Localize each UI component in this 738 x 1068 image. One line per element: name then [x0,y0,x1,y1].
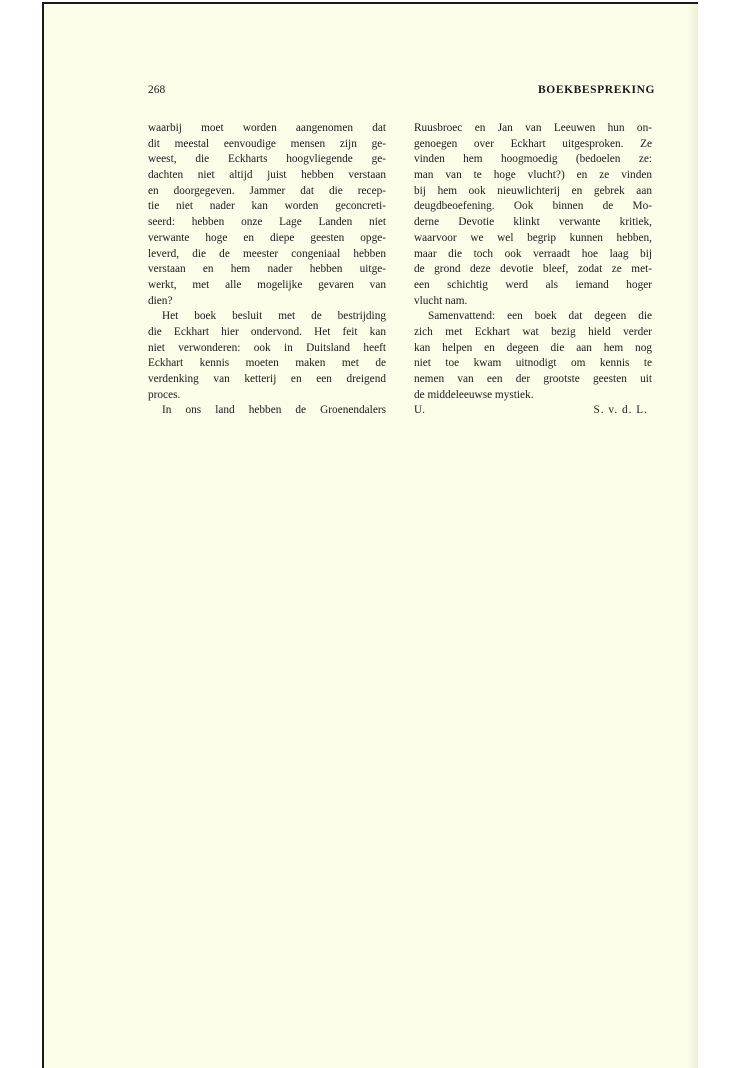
text-line: In ons land hebben de Groenendalers [162,404,386,417]
text-line: derne Devotie klinkt verwante kritiek, [414,216,652,229]
text-line: een schichtig werd als iemand hoger [414,278,652,291]
text-line: de grond deze devotie bleef, zodat ze met- [414,263,652,276]
running-head: BOEKBESPREKING [538,84,656,96]
left-text-column [148,121,386,419]
text-line: niet toe kwam uitnodigt om kennis te [414,357,652,370]
text-line: dachten niet altijd juist hebben verstaan [148,169,386,182]
text-line: Ruusbroec en Jan van Leeuwen hun on- [414,122,652,134]
text-line: die Eckhart hier ondervond. Het feit kan [148,325,386,338]
text-line: maar die toch ook verraadt hoe laag bij [414,247,652,260]
text-line: proces. [148,388,181,401]
text-line: verstaan en hem nader hebben uitge- [148,263,386,276]
text-line: werkt, met alle mogelijke gevaren van [148,278,386,291]
text-line: waarvoor we wel begrip kunnen hebben, [414,231,652,244]
review-signature [414,403,652,419]
text-line: bij hem ook nieuwlichterij en gebrek aan [414,184,652,197]
text-line: weest, die Eckharts hoogvliegende ge- [148,153,386,166]
text-line: verdenking van ketterij en een dreigend [148,373,386,385]
text-line: dit meestal eenvoudige mensen zijn ge- [148,137,386,150]
page-number: 268 [148,84,166,96]
signature-initials: S. v. d. L. [593,404,648,417]
text-line: deugdbeoefening. Ook binnen de Mo- [414,200,652,213]
text-line: leverd, die de meester congeniaal hebben [148,247,386,260]
text-line: dien? [148,294,173,307]
text-line: seerd: hebben onze Lage Landen niet [148,216,386,229]
text-line: man van te hoge vlucht?) en ze vinden [414,169,652,182]
text-line: Eckhart kennis moeten maken met de [148,357,386,370]
text-line: Het boek besluit met de bestrijding [162,310,386,323]
text-line: nemen van een der grootste geesten uit [414,373,652,385]
text-line: niet verwonderen: ook in Duitsland heeft [148,341,386,354]
text-line: zich met Eckhart wat bezig hield verder [414,325,652,338]
signature-place: U. [414,404,425,417]
text-line: de middeleeuwse mystiek. [414,388,534,401]
text-line: verwante hoge en diepe geesten opge- [148,231,386,244]
text-line: vlucht nam. [414,294,468,307]
page-edge-shadow [688,4,698,1068]
text-line: genoegen over Eckhart uitgesproken. Ze [414,137,652,150]
text-line: kan helpen en degeen die aan hem nog [414,341,652,354]
text-line: tie niet nader kan worden geconcreti- [148,200,386,213]
text-line: waarbij moet worden aangenomen dat [148,122,386,134]
right-text-column [414,121,652,419]
text-line: vinden hem hoogmoedig (bedoelen ze: [414,153,652,166]
text-line: en doorgegeven. Jammer dat die recep- [148,184,386,197]
book-page [42,2,698,1068]
text-line: Samenvattend: een boek dat degeen die [428,310,652,323]
